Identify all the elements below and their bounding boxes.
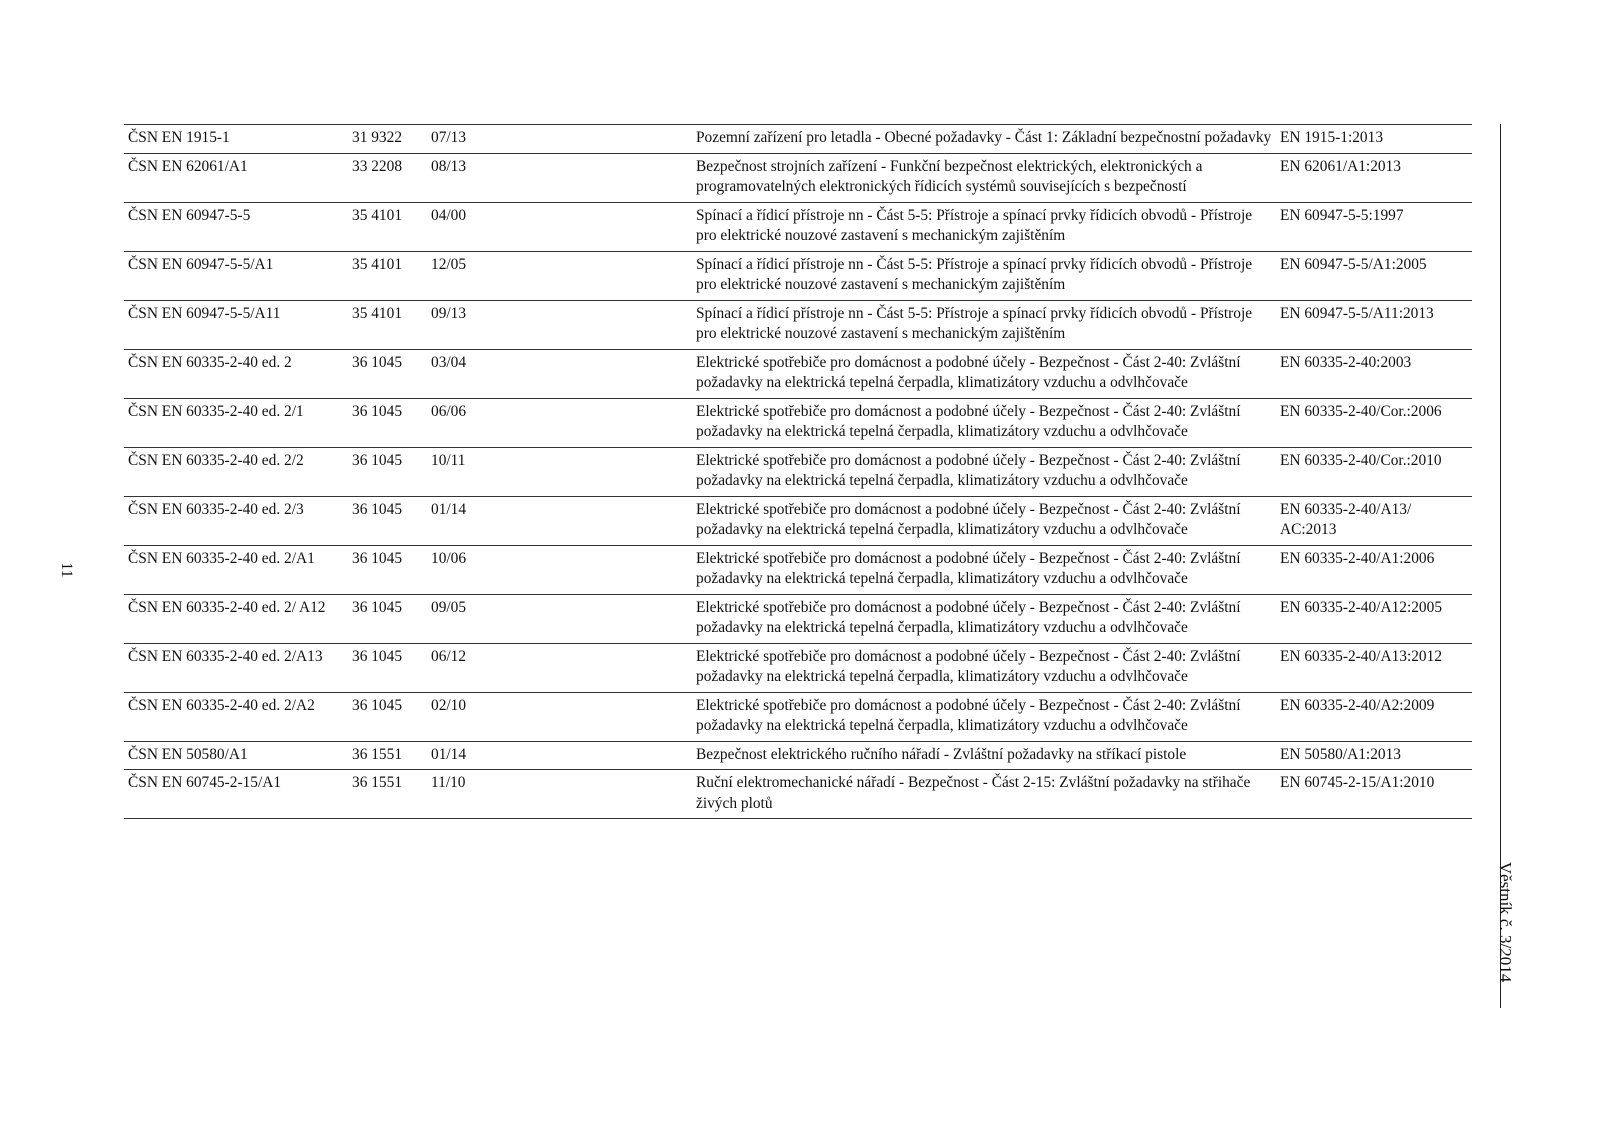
title-cell: Bezpečnost strojních zařízení - Funkční bezpečnost elektrických, elektronických a programovatelných elektronických řídicích systémů souvisejících s bezpečností xyxy=(692,153,1276,202)
title-cell: Elektrické spotřebiče pro domácnost a podobné účely - Bezpečnost - Část 2-40: Zvláštní požadavky na elektrická tepelná čerpadla, klimatizátory vzduchu a odvlhčovače xyxy=(692,594,1276,643)
standard-cell: ČSN EN 60335-2-40 ed. 2/A1 xyxy=(124,545,349,594)
en-reference-cell: EN 50580/A1:2013 xyxy=(1276,741,1472,770)
table-row xyxy=(124,447,1472,496)
en-reference-cell: EN 60335-2-40/Cor.:2010 xyxy=(1276,447,1472,496)
standard-cell: ČSN EN 60335-2-40 ed. 2/ A12 xyxy=(124,594,349,643)
standard-cell: ČSN EN 62061/A1 xyxy=(124,153,349,202)
date-cell: 09/13 xyxy=(427,300,692,349)
title-cell: Elektrické spotřebiče pro domácnost a podobné účely - Bezpečnost - Část 2-40: Zvláštní požadavky na elektrická tepelná čerpadla, klimatizátory vzduchu a odvlhčovače xyxy=(692,496,1276,545)
en-reference-cell: EN 60947-5-5/A1:2005 xyxy=(1276,251,1472,300)
class-code-cell: 35 4101 xyxy=(349,251,427,300)
en-reference-cell: EN 60947-5-5:1997 xyxy=(1276,202,1472,251)
standard-cell: ČSN EN 60335-2-40 ed. 2/3 xyxy=(124,496,349,545)
date-cell: 01/14 xyxy=(427,741,692,770)
date-cell: 11/10 xyxy=(427,770,692,819)
date-cell: 01/14 xyxy=(427,496,692,545)
class-code-cell: 36 1551 xyxy=(349,770,427,819)
date-cell: 08/13 xyxy=(427,153,692,202)
title-cell: Bezpečnost elektrického ručního nářadí - Zvláštní požadavky na stříkací pistole xyxy=(692,741,1276,770)
standards-table-body xyxy=(124,125,1472,819)
en-reference-cell: EN 60335-2-40/A1:2006 xyxy=(1276,545,1472,594)
standard-cell: ČSN EN 60335-2-40 ed. 2/2 xyxy=(124,447,349,496)
date-cell: 10/11 xyxy=(427,447,692,496)
table-row xyxy=(124,496,1472,545)
class-code-cell: 36 1045 xyxy=(349,545,427,594)
class-code-cell: 36 1551 xyxy=(349,741,427,770)
title-cell: Elektrické spotřebiče pro domácnost a podobné účely - Bezpečnost - Část 2-40: Zvláštní požadavky na elektrická tepelná čerpadla, klimatizátory vzduchu a odvlhčovače xyxy=(692,692,1276,741)
standard-cell: ČSN EN 1915-1 xyxy=(124,125,349,154)
standard-cell: ČSN EN 60947-5-5 xyxy=(124,202,349,251)
standard-cell: ČSN EN 60745-2-15/A1 xyxy=(124,770,349,819)
page-number: 11 xyxy=(58,562,75,578)
table-row xyxy=(124,300,1472,349)
class-code-cell: 31 9322 xyxy=(349,125,427,154)
standard-cell: ČSN EN 60947-5-5/A11 xyxy=(124,300,349,349)
en-reference-cell: EN 60745-2-15/A1:2010 xyxy=(1276,770,1472,819)
date-cell: 12/05 xyxy=(427,251,692,300)
en-reference-cell: EN 60335-2-40/A2:2009 xyxy=(1276,692,1472,741)
class-code-cell: 36 1045 xyxy=(349,496,427,545)
en-reference-cell: EN 60335-2-40/A12:2005 xyxy=(1276,594,1472,643)
table-row xyxy=(124,594,1472,643)
standard-cell: ČSN EN 60335-2-40 ed. 2/1 xyxy=(124,398,349,447)
standard-cell: ČSN EN 60335-2-40 ed. 2/A13 xyxy=(124,643,349,692)
date-cell: 09/05 xyxy=(427,594,692,643)
date-cell: 04/00 xyxy=(427,202,692,251)
title-cell: Elektrické spotřebiče pro domácnost a podobné účely - Bezpečnost - Část 2-40: Zvláštní požadavky na elektrická tepelná čerpadla, klimatizátory vzduchu a odvlhčovače xyxy=(692,545,1276,594)
table-row xyxy=(124,545,1472,594)
table-row xyxy=(124,398,1472,447)
class-code-cell: 36 1045 xyxy=(349,447,427,496)
date-cell: 02/10 xyxy=(427,692,692,741)
standard-cell: ČSN EN 60947-5-5/A1 xyxy=(124,251,349,300)
title-cell: Spínací a řídicí přístroje nn - Část 5-5: Přístroje a spínací prvky řídicích obvodů - Přístroje pro elektrické nouzové zastavení s mechanickým zajištěním xyxy=(692,300,1276,349)
date-cell: 03/04 xyxy=(427,349,692,398)
en-reference-cell: EN 60335-2-40:2003 xyxy=(1276,349,1472,398)
title-cell: Spínací a řídicí přístroje nn - Část 5-5: Přístroje a spínací prvky řídicích obvodů - Přístroje pro elektrické nouzové zastavení s mechanickým zajištěním xyxy=(692,251,1276,300)
title-cell: Ruční elektromechanické nářadí - Bezpečnost - Část 2-15: Zvláštní požadavky na střihače živých plotů xyxy=(692,770,1276,819)
table-row xyxy=(124,349,1472,398)
table-row xyxy=(124,251,1472,300)
date-cell: 06/12 xyxy=(427,643,692,692)
date-cell: 06/06 xyxy=(427,398,692,447)
class-code-cell: 36 1045 xyxy=(349,594,427,643)
class-code-cell: 36 1045 xyxy=(349,349,427,398)
title-cell: Elektrické spotřebiče pro domácnost a podobné účely - Bezpečnost - Část 2-40: Zvláštní požadavky na elektrická tepelná čerpadla, klimatizátory vzduchu a odvlhčovače xyxy=(692,447,1276,496)
class-code-cell: 33 2208 xyxy=(349,153,427,202)
title-cell: Spínací a řídicí přístroje nn - Část 5-5: Přístroje a spínací prvky řídicích obvodů - Přístroje pro elektrické nouzové zastavení s mechanickým zajištěním xyxy=(692,202,1276,251)
standard-cell: ČSN EN 60335-2-40 ed. 2/A2 xyxy=(124,692,349,741)
table-row xyxy=(124,153,1472,202)
en-reference-cell: EN 60335-2-40/A13:2012 xyxy=(1276,643,1472,692)
standards-table-wrapper xyxy=(124,124,1472,819)
title-cell: Elektrické spotřebiče pro domácnost a podobné účely - Bezpečnost - Část 2-40: Zvláštní požadavky na elektrická tepelná čerpadla, klimatizátory vzduchu a odvlhčovače xyxy=(692,349,1276,398)
class-code-cell: 36 1045 xyxy=(349,643,427,692)
journal-title: Věstník č. 3/2014 xyxy=(1496,861,1515,983)
en-reference-cell: EN 62061/A1:2013 xyxy=(1276,153,1472,202)
table-row xyxy=(124,125,1472,154)
standards-table xyxy=(124,124,1472,819)
en-reference-cell: EN 60335-2-40/Cor.:2006 xyxy=(1276,398,1472,447)
title-cell: Elektrické spotřebiče pro domácnost a podobné účely - Bezpečnost - Část 2-40: Zvláštní požadavky na elektrická tepelná čerpadla, klimatizátory vzduchu a odvlhčovače xyxy=(692,643,1276,692)
table-row xyxy=(124,202,1472,251)
date-cell: 07/13 xyxy=(427,125,692,154)
table-row xyxy=(124,770,1472,819)
title-cell: Pozemní zařízení pro letadla - Obecné požadavky - Část 1: Základní bezpečnostní požadavky xyxy=(692,125,1276,154)
class-code-cell: 35 4101 xyxy=(349,202,427,251)
en-reference-cell: EN 60947-5-5/A11:2013 xyxy=(1276,300,1472,349)
class-code-cell: 36 1045 xyxy=(349,398,427,447)
standard-cell: ČSN EN 60335-2-40 ed. 2 xyxy=(124,349,349,398)
table-row xyxy=(124,643,1472,692)
table-row xyxy=(124,692,1472,741)
en-reference-cell: EN 1915-1:2013 xyxy=(1276,125,1472,154)
table-row xyxy=(124,741,1472,770)
class-code-cell: 35 4101 xyxy=(349,300,427,349)
en-reference-cell: EN 60335-2-40/A13/ AC:2013 xyxy=(1276,496,1472,545)
date-cell: 10/06 xyxy=(427,545,692,594)
standard-cell: ČSN EN 50580/A1 xyxy=(124,741,349,770)
title-cell: Elektrické spotřebiče pro domácnost a podobné účely - Bezpečnost - Část 2-40: Zvláštní požadavky na elektrická tepelná čerpadla, klimatizátory vzduchu a odvlhčovače xyxy=(692,398,1276,447)
class-code-cell: 36 1045 xyxy=(349,692,427,741)
